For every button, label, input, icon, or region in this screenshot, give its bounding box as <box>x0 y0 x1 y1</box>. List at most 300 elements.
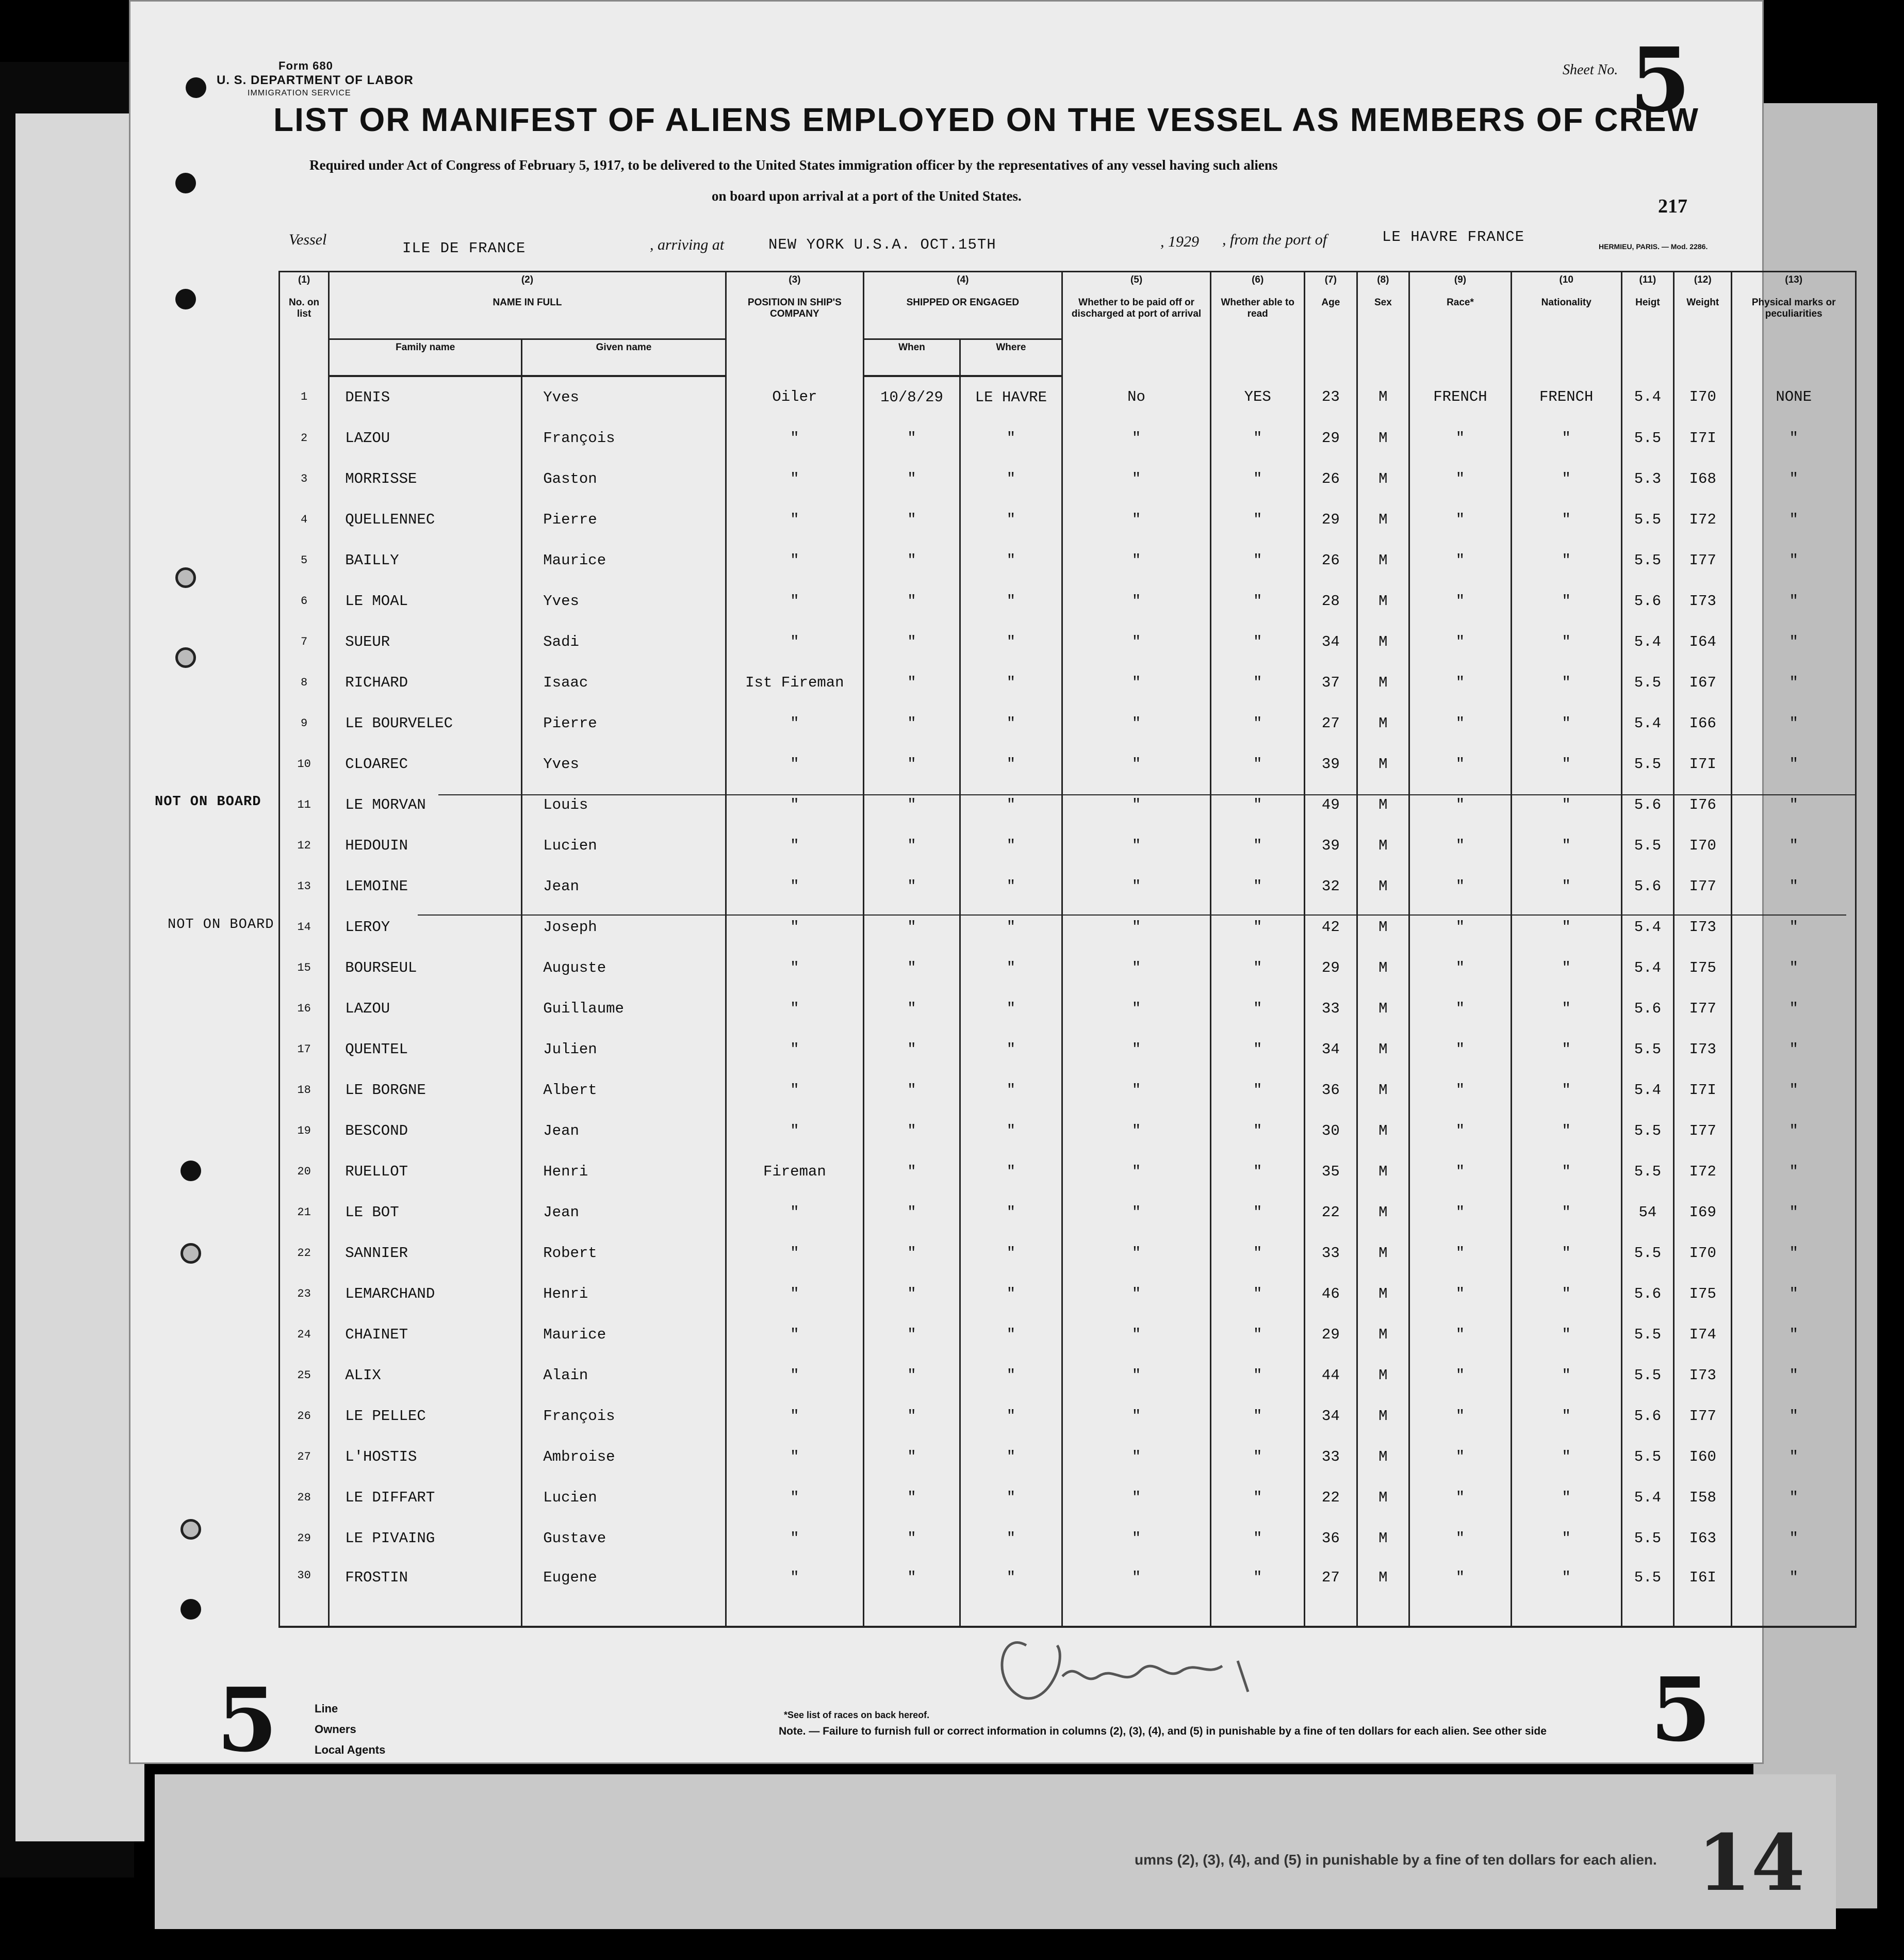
cell-sex: M <box>1357 418 1409 459</box>
cell-given: Gustave <box>522 1518 726 1559</box>
cell-race: " <box>1409 988 1512 1029</box>
cell-given: Albert <box>522 1070 726 1110</box>
cell-family: LEROY <box>329 907 522 948</box>
cell-sex: M <box>1357 459 1409 499</box>
footer-sheet-number-right: 5 <box>1650 1658 1712 1761</box>
cell-age: 29 <box>1305 499 1357 540</box>
strike-line <box>438 794 1857 795</box>
cell-no: 27 <box>280 1436 329 1477</box>
cell-sex: M <box>1357 1029 1409 1070</box>
cell-position: " <box>726 459 863 499</box>
cell-age: 33 <box>1305 988 1357 1029</box>
cell-age: 34 <box>1305 1396 1357 1436</box>
cell-when: " <box>863 907 960 948</box>
cell-read: " <box>1211 1233 1305 1273</box>
cell-sex: M <box>1357 1396 1409 1436</box>
cell-no: 17 <box>280 1029 329 1070</box>
cell-family: LEMOINE <box>329 866 522 907</box>
underlying-page-left <box>15 113 144 1841</box>
cell-sex: M <box>1357 785 1409 825</box>
cell-paid: " <box>1062 1273 1211 1314</box>
cell-position: " <box>726 1559 863 1627</box>
table-row <box>280 1273 1856 1314</box>
cell-paid: " <box>1062 1070 1211 1110</box>
cell-position: " <box>726 499 863 540</box>
col-header-given-name: Given name <box>522 339 726 377</box>
cell-nat: " <box>1511 1070 1621 1110</box>
cell-where: " <box>960 1192 1062 1233</box>
sheet-no-label: Sheet No. <box>1563 62 1618 78</box>
cell-paid: " <box>1062 948 1211 988</box>
cell-position: " <box>726 1518 863 1559</box>
cell-read: " <box>1211 1029 1305 1070</box>
cell-given: Julien <box>522 1029 726 1070</box>
cell-read: " <box>1211 1355 1305 1396</box>
cell-position: " <box>726 1070 863 1110</box>
cell-nat: " <box>1511 459 1621 499</box>
from-port-value: LE HAVRE FRANCE <box>1382 228 1525 246</box>
cell-family: LEMARCHAND <box>329 1273 522 1314</box>
cell-position: " <box>726 418 863 459</box>
cell-position: Oiler <box>726 376 863 418</box>
cell-where: " <box>960 459 1062 499</box>
cell-where: " <box>960 1151 1062 1192</box>
cell-when: " <box>863 499 960 540</box>
cell-no: 4 <box>280 499 329 540</box>
cell-age: 39 <box>1305 825 1357 866</box>
cell-sex: M <box>1357 948 1409 988</box>
cell-position: " <box>726 948 863 988</box>
cell-height: 5.5 <box>1621 1110 1674 1151</box>
cell-age: 36 <box>1305 1518 1357 1559</box>
cell-height: 5.5 <box>1621 825 1674 866</box>
cell-weight: I77 <box>1674 1396 1732 1436</box>
cell-height: 5.4 <box>1621 1477 1674 1518</box>
cell-paid: " <box>1062 1436 1211 1477</box>
cell-height: 5.5 <box>1621 1518 1674 1559</box>
table-row <box>280 1233 1856 1273</box>
cell-race: " <box>1409 1029 1512 1070</box>
cell-where: " <box>960 499 1062 540</box>
cell-given: Auguste <box>522 948 726 988</box>
not-on-board-note: NOT ON BOARD <box>155 794 261 810</box>
cell-no: 13 <box>280 866 329 907</box>
cell-family: CLOAREC <box>329 744 522 785</box>
cell-marks: " <box>1732 459 1856 499</box>
cell-where: " <box>960 703 1062 744</box>
cell-when: " <box>863 1110 960 1151</box>
col-header-no: (1) No. on list <box>280 272 329 377</box>
cell-no: 7 <box>280 622 329 662</box>
cell-where: " <box>960 1436 1062 1477</box>
cell-nat: " <box>1511 907 1621 948</box>
cell-position: " <box>726 1192 863 1233</box>
table-row <box>280 785 1856 825</box>
cell-age: 27 <box>1305 1559 1357 1627</box>
cell-paid: " <box>1062 825 1211 866</box>
cell-height: 54 <box>1621 1192 1674 1233</box>
cell-weight: I75 <box>1674 1273 1732 1314</box>
cell-weight: I72 <box>1674 1151 1732 1192</box>
cell-race: " <box>1409 1273 1512 1314</box>
cell-no: 3 <box>280 459 329 499</box>
underlying-note-text: umns (2), (3), (4), and (5) in punishable by a fine of ten dollars for each alien. <box>1135 1852 1657 1868</box>
cell-given: Guillaume <box>522 988 726 1029</box>
cell-no: 11 <box>280 785 329 825</box>
cell-given: Eugene <box>522 1559 726 1627</box>
cell-weight: I63 <box>1674 1518 1732 1559</box>
cell-position: " <box>726 703 863 744</box>
cell-when: " <box>863 540 960 581</box>
cell-nat: " <box>1511 499 1621 540</box>
cell-marks: " <box>1732 1477 1856 1518</box>
footer-sheet-number-left: 5 <box>217 1669 278 1772</box>
cell-paid: " <box>1062 1029 1211 1070</box>
cell-nat: " <box>1511 418 1621 459</box>
cell-height: 5.6 <box>1621 1396 1674 1436</box>
table-row <box>280 1436 1856 1477</box>
cell-family: HEDOUIN <box>329 825 522 866</box>
cell-no: 28 <box>280 1477 329 1518</box>
cell-given: Yves <box>522 376 726 418</box>
cell-given: Henri <box>522 1273 726 1314</box>
cell-height: 5.5 <box>1621 1029 1674 1070</box>
cell-when: " <box>863 825 960 866</box>
cell-no: 24 <box>280 1314 329 1355</box>
department-name: U. S. DEPARTMENT OF LABOR <box>217 73 414 87</box>
cell-sex: M <box>1357 1518 1409 1559</box>
cell-family: LE BOURVELEC <box>329 703 522 744</box>
cell-when: " <box>863 1518 960 1559</box>
cell-nat: " <box>1511 1518 1621 1559</box>
cell-family: MORRISSE <box>329 459 522 499</box>
footer-agents-label: Local Agents <box>315 1743 386 1756</box>
cell-read: " <box>1211 1436 1305 1477</box>
cell-no: 10 <box>280 744 329 785</box>
cell-height: 5.5 <box>1621 1233 1674 1273</box>
cell-sex: M <box>1357 581 1409 622</box>
cell-when: " <box>863 1151 960 1192</box>
cell-given: François <box>522 418 726 459</box>
cell-position: " <box>726 1436 863 1477</box>
cell-nat: " <box>1511 948 1621 988</box>
cell-marks: " <box>1732 825 1856 866</box>
cell-no: 22 <box>280 1233 329 1273</box>
col-header-marks: (13) Physical marks or peculiarities <box>1732 272 1856 377</box>
cell-position: " <box>726 825 863 866</box>
cell-weight: I69 <box>1674 1192 1732 1233</box>
table-row <box>280 376 1856 418</box>
subtitle-line-2: on board upon arrival at a port of the United States. <box>712 188 1022 204</box>
service-name: IMMIGRATION SERVICE <box>248 89 351 97</box>
col-header-height: (11) Heigt <box>1621 272 1674 377</box>
cell-marks: " <box>1732 540 1856 581</box>
cell-race: " <box>1409 1151 1512 1192</box>
cell-where: " <box>960 418 1062 459</box>
cell-family: LE PELLEC <box>329 1396 522 1436</box>
cell-weight: I58 <box>1674 1477 1732 1518</box>
cell-no: 15 <box>280 948 329 988</box>
cell-when: " <box>863 662 960 703</box>
cell-marks: " <box>1732 581 1856 622</box>
cell-where: " <box>960 662 1062 703</box>
cell-marks: " <box>1732 907 1856 948</box>
not-on-board-note: NOT ON BOARD <box>168 917 274 933</box>
cell-weight: I68 <box>1674 459 1732 499</box>
cell-weight: I77 <box>1674 866 1732 907</box>
cell-weight: I73 <box>1674 1355 1732 1396</box>
punch-hole <box>175 173 196 193</box>
cell-no: 30 <box>280 1559 329 1627</box>
cell-given: Louis <box>522 785 726 825</box>
cell-family: LE MORVAN <box>329 785 522 825</box>
cell-read: " <box>1211 785 1305 825</box>
cell-where: " <box>960 540 1062 581</box>
cell-sex: M <box>1357 866 1409 907</box>
cell-marks: " <box>1732 499 1856 540</box>
cell-no: 8 <box>280 662 329 703</box>
cell-given: Lucien <box>522 1477 726 1518</box>
cell-height: 5.5 <box>1621 540 1674 581</box>
sheet-no-value: 5 <box>1630 28 1691 132</box>
penalty-note: Note. — Failure to furnish full or correct information in columns (2), (3), (4), and (5) in punishable by a fine of ten dollars for each alien. See other side <box>779 1725 1547 1737</box>
cell-age: 26 <box>1305 540 1357 581</box>
table-row <box>280 948 1856 988</box>
cell-nat: " <box>1511 1477 1621 1518</box>
cell-paid: " <box>1062 499 1211 540</box>
cell-marks: " <box>1732 703 1856 744</box>
cell-paid: " <box>1062 1477 1211 1518</box>
cell-given: Ambroise <box>522 1436 726 1477</box>
punch-hole <box>180 1599 201 1620</box>
cell-read: " <box>1211 1192 1305 1233</box>
arriving-label: , arriving at <box>650 236 725 253</box>
cell-where: " <box>960 1518 1062 1559</box>
cell-no: 21 <box>280 1192 329 1233</box>
cell-where: " <box>960 581 1062 622</box>
cell-weight: I70 <box>1674 376 1732 418</box>
cell-read: " <box>1211 744 1305 785</box>
cell-paid: " <box>1062 459 1211 499</box>
form-number: Form 680 <box>278 59 333 72</box>
col-header-paid-off: (5) Whether to be paid off or discharged at port of arrival <box>1062 272 1211 377</box>
table-row <box>280 1151 1856 1192</box>
cell-race: " <box>1409 1233 1512 1273</box>
cell-marks: " <box>1732 1110 1856 1151</box>
cell-position: Fireman <box>726 1151 863 1192</box>
cell-read: " <box>1211 1518 1305 1559</box>
cell-family: QUENTEL <box>329 1029 522 1070</box>
table-row <box>280 1110 1856 1151</box>
cell-nat: " <box>1511 1559 1621 1627</box>
cell-when: " <box>863 866 960 907</box>
table-row <box>280 662 1856 703</box>
cell-age: 22 <box>1305 1192 1357 1233</box>
col-header-shipped: (4) SHIPPED OR ENGAGED <box>863 272 1062 339</box>
cell-read: " <box>1211 540 1305 581</box>
cell-paid: " <box>1062 1151 1211 1192</box>
cell-marks: " <box>1732 1559 1856 1627</box>
cell-marks: " <box>1732 1273 1856 1314</box>
table-row <box>280 988 1856 1029</box>
cell-race: " <box>1409 785 1512 825</box>
cell-position: " <box>726 1396 863 1436</box>
cell-weight: I7I <box>1674 744 1732 785</box>
cell-where: " <box>960 1396 1062 1436</box>
cell-age: 29 <box>1305 418 1357 459</box>
cell-height: 5.5 <box>1621 1559 1674 1627</box>
cell-height: 5.5 <box>1621 1436 1674 1477</box>
cell-height: 5.4 <box>1621 622 1674 662</box>
cell-no: 23 <box>280 1273 329 1314</box>
cell-race: " <box>1409 1110 1512 1151</box>
cell-nat: " <box>1511 1355 1621 1396</box>
cell-when: " <box>863 948 960 988</box>
cell-race: " <box>1409 744 1512 785</box>
cell-where: " <box>960 825 1062 866</box>
cell-height: 5.5 <box>1621 1355 1674 1396</box>
cell-position: " <box>726 622 863 662</box>
cell-family: LE DIFFART <box>329 1477 522 1518</box>
cell-when: " <box>863 1477 960 1518</box>
cell-where: " <box>960 622 1062 662</box>
cell-race: " <box>1409 1518 1512 1559</box>
cell-given: Jean <box>522 866 726 907</box>
cell-where: " <box>960 1110 1062 1151</box>
col-header-race: (9) Race* <box>1409 272 1512 377</box>
cell-when: " <box>863 1192 960 1233</box>
cell-family: LE BOT <box>329 1192 522 1233</box>
col-header-nationality: (10 Nationality <box>1511 272 1621 377</box>
cell-race: " <box>1409 1477 1512 1518</box>
cell-height: 5.6 <box>1621 785 1674 825</box>
cell-when: " <box>863 1273 960 1314</box>
cell-sex: M <box>1357 662 1409 703</box>
punch-hole <box>175 567 196 588</box>
col-header-read: (6) Whether able to read <box>1211 272 1305 377</box>
cell-given: Alain <box>522 1355 726 1396</box>
cell-read: YES <box>1211 376 1305 418</box>
cell-where: " <box>960 1233 1062 1273</box>
cell-weight: I7I <box>1674 418 1732 459</box>
cell-race: " <box>1409 1192 1512 1233</box>
cell-race: " <box>1409 1070 1512 1110</box>
cell-sex: M <box>1357 1559 1409 1627</box>
cell-sex: M <box>1357 1355 1409 1396</box>
cell-paid: " <box>1062 1192 1211 1233</box>
cell-no: 18 <box>280 1070 329 1110</box>
cell-weight: I7I <box>1674 1070 1732 1110</box>
cell-where: " <box>960 1314 1062 1355</box>
cell-family: SANNIER <box>329 1233 522 1273</box>
cell-nat: " <box>1511 1029 1621 1070</box>
cell-given: Robert <box>522 1233 726 1273</box>
cell-read: " <box>1211 825 1305 866</box>
cell-position: " <box>726 1355 863 1396</box>
cell-given: Jean <box>522 1192 726 1233</box>
cell-height: 5.4 <box>1621 703 1674 744</box>
cell-given: Yves <box>522 744 726 785</box>
cell-sex: M <box>1357 499 1409 540</box>
cell-weight: I73 <box>1674 1029 1732 1070</box>
cell-age: 49 <box>1305 785 1357 825</box>
cell-age: 32 <box>1305 866 1357 907</box>
cell-height: 5.6 <box>1621 988 1674 1029</box>
cell-height: 5.5 <box>1621 499 1674 540</box>
cell-marks: " <box>1732 662 1856 703</box>
cell-weight: I73 <box>1674 581 1732 622</box>
cell-given: Lucien <box>522 825 726 866</box>
cell-marks: " <box>1732 948 1856 988</box>
cell-when: " <box>863 622 960 662</box>
cell-height: 5.6 <box>1621 581 1674 622</box>
cell-marks: " <box>1732 1436 1856 1477</box>
cell-sex: M <box>1357 1436 1409 1477</box>
table-row <box>280 1355 1856 1396</box>
cell-race: " <box>1409 1314 1512 1355</box>
cell-nat: " <box>1511 540 1621 581</box>
cell-no: 5 <box>280 540 329 581</box>
cell-marks: " <box>1732 988 1856 1029</box>
cell-height: 5.5 <box>1621 418 1674 459</box>
cell-given: François <box>522 1396 726 1436</box>
cell-weight: I77 <box>1674 540 1732 581</box>
cell-marks: NONE <box>1732 376 1856 418</box>
cell-no: 26 <box>280 1396 329 1436</box>
cell-paid: " <box>1062 1110 1211 1151</box>
cell-paid: " <box>1062 1233 1211 1273</box>
table-row <box>280 866 1856 907</box>
cell-marks: " <box>1732 1314 1856 1355</box>
cell-sex: M <box>1357 907 1409 948</box>
cell-nat: " <box>1511 744 1621 785</box>
cell-read: " <box>1211 622 1305 662</box>
subtitle-line-1: Required under Act of Congress of February 5, 1917, to be delivered to the United States immigration officer by the representatives of any vessel having such aliens <box>309 157 1278 173</box>
cell-age: 26 <box>1305 459 1357 499</box>
cell-when: 10/8/29 <box>863 376 960 418</box>
cell-sex: M <box>1357 376 1409 418</box>
cell-position: " <box>726 907 863 948</box>
cell-height: 5.6 <box>1621 866 1674 907</box>
cell-where: " <box>960 1355 1062 1396</box>
cell-height: 5.4 <box>1621 907 1674 948</box>
cell-nat: " <box>1511 1396 1621 1436</box>
cell-read: " <box>1211 1559 1305 1627</box>
cell-read: " <box>1211 581 1305 622</box>
cell-paid: " <box>1062 1355 1211 1396</box>
col-header-weight: (12) Weight <box>1674 272 1732 377</box>
cell-nat: " <box>1511 1151 1621 1192</box>
cell-nat: " <box>1511 703 1621 744</box>
cell-weight: I70 <box>1674 825 1732 866</box>
cell-paid: " <box>1062 866 1211 907</box>
cell-marks: " <box>1732 1151 1856 1192</box>
cell-age: 28 <box>1305 581 1357 622</box>
cell-nat: " <box>1511 785 1621 825</box>
cell-given: Maurice <box>522 1314 726 1355</box>
cell-height: 5.5 <box>1621 744 1674 785</box>
cell-weight: I70 <box>1674 1233 1732 1273</box>
cell-height: 5.5 <box>1621 1314 1674 1355</box>
footer-line-label: Line <box>315 1702 338 1715</box>
table-row <box>280 540 1856 581</box>
cell-age: 46 <box>1305 1273 1357 1314</box>
cell-no: 2 <box>280 418 329 459</box>
cell-race: " <box>1409 907 1512 948</box>
cell-family: CHAINET <box>329 1314 522 1355</box>
cell-when: " <box>863 1314 960 1355</box>
cell-where: " <box>960 1273 1062 1314</box>
